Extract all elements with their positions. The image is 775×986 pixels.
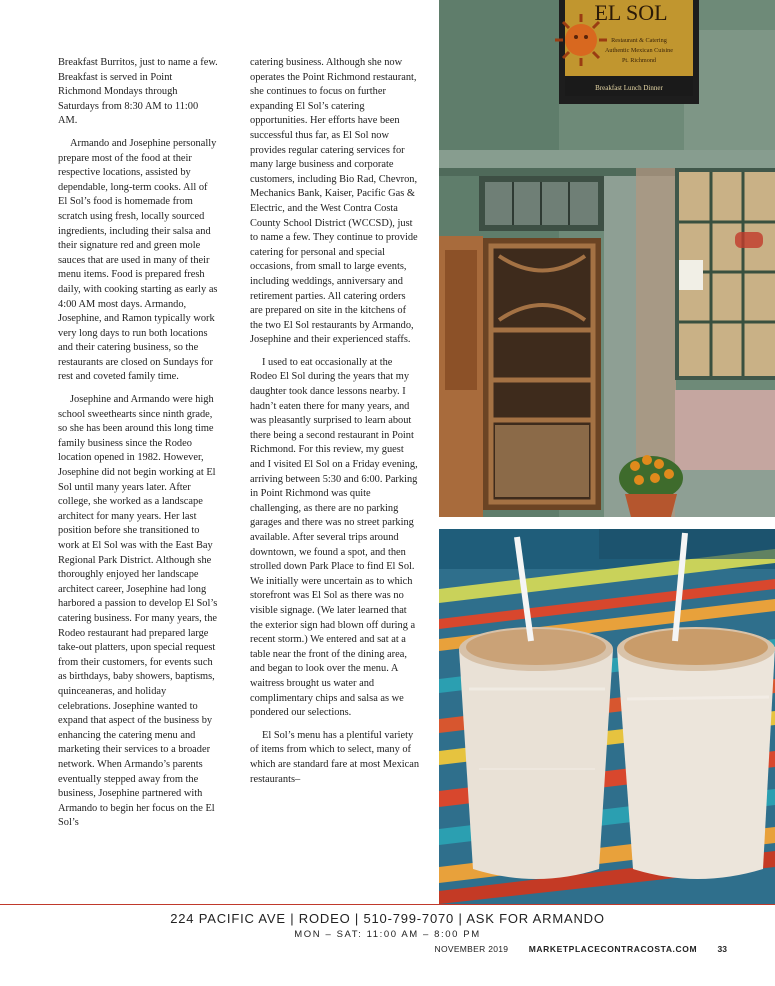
footer-hours: MON – SAT: 11:00 AM – 8:00 PM: [294, 929, 481, 940]
page-number: 33: [717, 944, 727, 954]
article-paragraph: Josephine and Armando were high school sweethearts since ninth grade, so she has been around this long time family business since the Rodeo location opened in 1982. However, Josephine did not begin working at El Sol until many years later. After college, she worked as a landscape architect for many years. Her last position before she transitioned to work at El Sol was with the East Bay Regional Park District. Although she thoroughly enjoyed her landscape architect career, Josephine had long harbored a passion to develop El Sol’s catering business. For many years, the Rodeo restaurant had prepared large take-out platters, upon special request from their customers, for events such as birthdays, baby showers, baptisms, quinceaneras, and holiday celebrations. Josephine wanted to expand that aspect of the business by enhancing the catering menu and marketing their services to a broader network. When Armando’s parents eventually stepped away from the business, Josephine partnered with Armando to begin her focus on the El Sol’s: [58, 394, 218, 829]
sign-line2: Authentic Mexican Cuisine: [604, 47, 674, 54]
sign-meals: Breakfast Lunch Dinner: [595, 84, 663, 92]
article-paragraph: catering business. Although she now operates the Point Richmond restaurant, she continues to focus on further expanding El Sol’s catering opportunities. Her efforts have been successful thus far, as El Sol now provides regular catering services for many large business and corporate customers, including Bio Rad, Chevron, Mechanics Bank, Kaiser, Pacific Gas & Electric, and the West Contra Costa County School District (WCCSD), just to name a few. They continue to provide catering for personal and special occasions, from small to large events, including weddings, anniversary and retirement parties. All catering orders are prepared on site in the kitchens of the two El Sol restaurants by Armando, Josephine and their experienced staffs.: [250, 57, 418, 346]
footer-divider: [0, 904, 775, 905]
sign-line1: Restaurant & Catering: [611, 37, 667, 44]
website-link[interactable]: MARKETPLACECONTRACOSTA.COM: [528, 944, 698, 954]
article-paragraph: El Sol’s menu has a plentiful variety of items from which to select, many of which are standard fare at most Mexican restaurants–: [250, 729, 420, 785]
article-column-left: [58, 56, 218, 839]
sign-line3: Pt. Richmond: [621, 57, 657, 64]
storefront-photo: [439, 0, 775, 517]
issue-date: NOVEMBER 2019: [434, 944, 509, 954]
horchata-drinks-photo: [439, 529, 775, 904]
article-paragraph: Armando and Josephine personally prepare most of the food at their respective locations, assisted by dependable, long-term cooks. All of El Sol’s food is homemade from scratch using fresh, locally sourced ingredients, including their salsa and their signature red and green mole sauces that are used in many of their menu items. Food is prepared fresh daily, with cooking starting as early as 4:00 AM most days. Armando, Josephine, and Ramon typically work very long days to run both locations and their catering business, so the restaurants are closed on Sundays for rest and coveted family time.: [58, 137, 218, 383]
article-paragraph: Breakfast Burritos, just to name a few. Breakfast is served in Point Richmond Mondays through Saturdays from 8:30 AM to 11:00 AM.: [58, 57, 218, 127]
article-paragraph: I used to eat occasionally at the Rodeo El Sol during the years that my daughter took dance lessons nearby. I hadn’t eaten there for many years, and was pleasantly surprised to learn about there being a second restaurant in Point Richmond. For this review, my guest and I visited El Sol on a Friday evening, arriving between 5:30 and 6:00. Parking in Point Richmond was quite challenging, as there are no parking garages and there was no street parking available. After several trips around downtown, we found a spot, and then strolled down Park Place to find El Sol. We initially were uncertain as to which storefront was El Sol as there was no visible signage. (We later learned that the exterior sign had blown off during a recent storm.) We entered and sat at a table near the front of the dining area, and began to look over the menu. A waitress brought us water and complimentary chips and salsa as we pondered our selections.: [250, 356, 418, 719]
footer-address: 224 PACIFIC AVE | RODEO | 510-799-7070 | ASK FOR ARMANDO: [170, 911, 605, 926]
footer-meta: [435, 944, 727, 954]
sign-name: EL SOL: [594, 0, 668, 25]
article-column-middle: [250, 56, 420, 795]
